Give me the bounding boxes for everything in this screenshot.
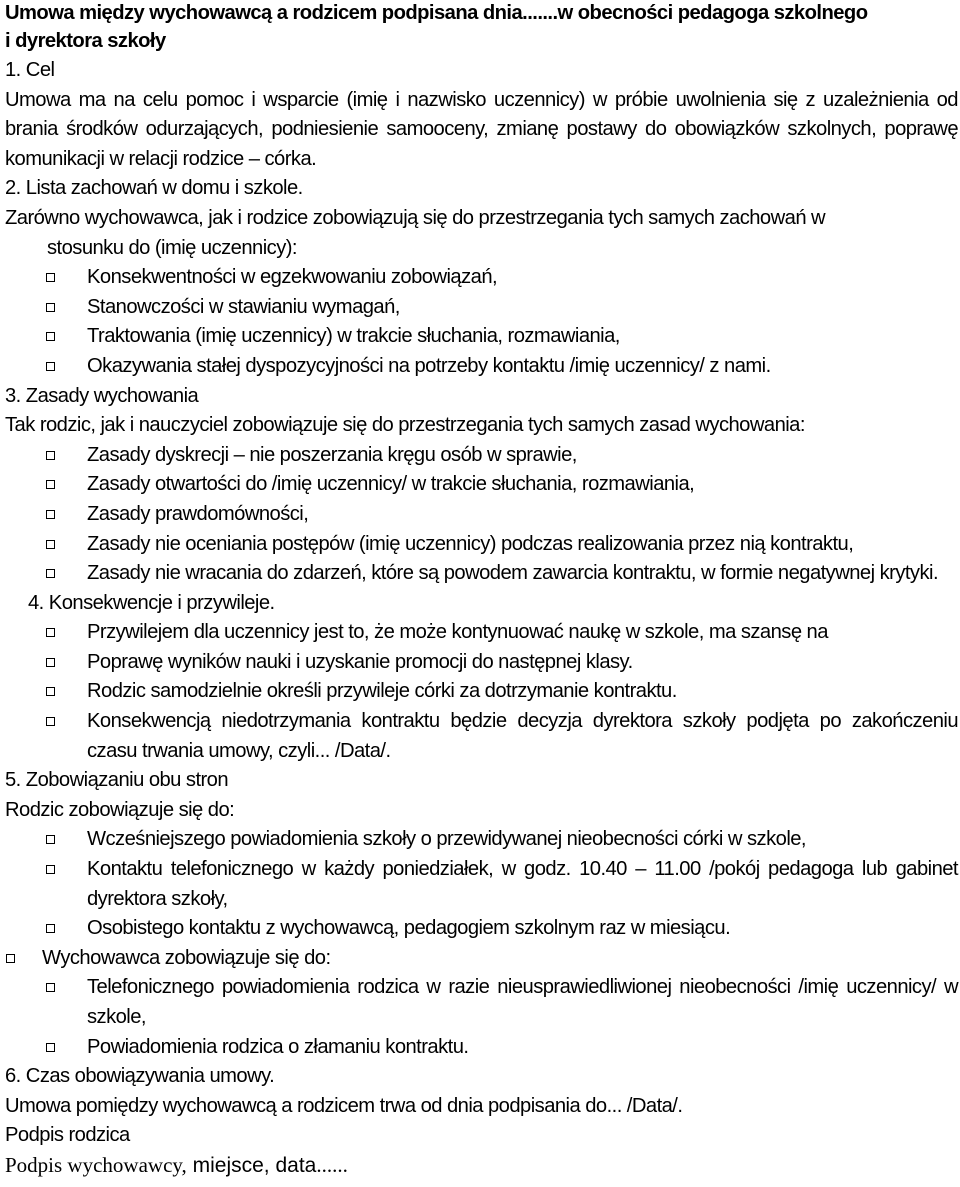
checkbox-bullet-icon: [46, 658, 55, 667]
list-item-text: Wcześniejszego powiadomienia szkoły o przewidywanej nieobecności córki w szkole,: [87, 828, 806, 851]
list-item: [5, 500, 958, 530]
section-5-teacher-intro-list: [5, 944, 958, 974]
list-item-text: Konsekwencją niedotrzymania kontraktu będzie decyzja dyrektora szkoły podjęta po zakończeniu czasu trwania umowy, czyli... /Data/.: [87, 710, 958, 762]
list-item-text: Rodzic samodzielnie określi przywileje córki za dotrzymanie kontraktu.: [87, 680, 677, 703]
list-item-text: Okazywania stałej dyspozycyjności na potrzeby kontaktu /imię uczennicy/ z nami.: [87, 354, 771, 377]
signature-parent: Podpis rodzica: [5, 1124, 130, 1147]
section-2-heading: 2. Lista zachowań w domu i szkole.: [5, 177, 303, 200]
checkbox-bullet-icon: [46, 540, 55, 549]
list-item-text: Zasady nie oceniania postępów (imię uczennicy) podczas realizowania przez nią kontraktu,: [87, 532, 854, 555]
checkbox-bullet-icon: [46, 480, 55, 489]
section-5-teacher-list: [5, 973, 958, 1062]
title-line-1: Umowa między wychowawcą a rodzicem podpisana dnia.......w obecności pedagoga szkolnego: [5, 2, 868, 24]
section-6-heading: 6. Czas obowiązywania umowy.: [5, 1065, 275, 1088]
section-5-teacher-intro: Wychowawca zobowiązuje się do:: [42, 946, 331, 969]
checkbox-bullet-icon: [46, 835, 55, 844]
section-3-intro: Tak rodzic, jak i nauczyciel zobowiązuje się do przestrzegania tych samych zasad wychowania:: [5, 414, 805, 437]
signature-teacher-line: [5, 1151, 958, 1181]
section-5-heading: 5. Zobowiązaniu obu stron: [5, 769, 229, 792]
section-3-list: [5, 441, 958, 589]
document-title: [5, 0, 958, 55]
section-5-parent-intro: Rodzic zobowiązuje się do:: [5, 798, 235, 821]
section-2-intro-first: Zarówno wychowawca, jak i rodzice zobowiązują się do przestrzegania tych samych zachowań w: [5, 206, 826, 229]
list-item: [5, 293, 958, 323]
list-item-text: Zasady dyskrecji – nie poszerzania kręgu osób w sprawie,: [87, 443, 577, 466]
list-item: [5, 1033, 958, 1063]
list-item: [5, 559, 958, 589]
section-5-parent-list: [5, 825, 958, 943]
list-item-text: Osobistego kontaktu z wychowawcą, pedagogiem szkolnym raz w miesiącu.: [87, 917, 731, 940]
section-4-heading: 4. Konsekwencje i przywileje.: [28, 591, 275, 614]
list-item-text: Zasady otwartości do /imię uczennicy/ w trakcie słuchania, rozmawiania,: [87, 473, 695, 496]
list-item-text: Przywilejem dla uczennicy jest to, że może kontynuować naukę w szkole, ma szansę na: [87, 621, 828, 644]
checkbox-bullet-icon: [46, 865, 55, 874]
list-item: [5, 914, 958, 944]
list-item: [5, 973, 958, 1032]
list-item: [5, 470, 958, 500]
checkbox-bullet-icon: [46, 303, 55, 312]
checkbox-bullet-icon: [46, 687, 55, 696]
checkbox-bullet-icon: [46, 983, 55, 992]
list-item: [5, 352, 958, 382]
list-item: [5, 322, 958, 352]
list-item: [5, 825, 958, 855]
list-item-text: Poprawę wyników nauki i uzyskanie promocji do następnej klasy.: [87, 650, 633, 673]
signature-teacher-place-date: miejsce, data: [186, 1153, 317, 1177]
list-item-text: Stanowczości w stawianiu wymagań,: [87, 295, 400, 318]
list-item: [5, 677, 958, 707]
signature-teacher-dots: ......: [316, 1152, 348, 1177]
list-item-text: Zasady prawdomówności,: [87, 502, 309, 525]
section-4-list: [5, 618, 958, 766]
checkbox-bullet-icon: [46, 717, 55, 726]
list-item-text: Powiadomienia rodzica o złamaniu kontraktu.: [87, 1035, 469, 1058]
checkbox-bullet-icon: [46, 273, 55, 282]
list-item: [5, 855, 958, 914]
checkbox-bullet-icon: [6, 954, 15, 963]
list-item: [5, 648, 958, 678]
section-6-text: Umowa pomiędzy wychowawcą a rodzicem trwa od dnia podpisania do... /Data/.: [5, 1094, 683, 1117]
list-item-text: Kontaktu telefonicznego w każdy poniedziałek, w godz. 10.40 – 11.00 /pokój pedagoga lub gabinet dyrektora szkoły,: [87, 858, 958, 910]
checkbox-bullet-icon: [46, 362, 55, 371]
title-line-2: i dyrektora szkoły: [5, 29, 166, 52]
checkbox-bullet-icon: [46, 569, 55, 578]
list-item: [5, 441, 958, 471]
section-3-heading: 3. Zasady wychowania: [5, 384, 199, 407]
section-2-list: [5, 263, 958, 381]
list-item: [5, 618, 958, 648]
signature-teacher-prefix: Podpis wychowawcy,: [5, 1152, 187, 1177]
list-item: [5, 263, 958, 293]
section-2-intro-second: stosunku do (imię uczennicy):: [47, 236, 297, 259]
section-1-text: Umowa ma na celu pomoc i wsparcie (imię i nazwisko uczennicy) w próbie uwolnienia się z uzależnienia od brania środków odurzających, podniesienie samooceny, zmianę postawy do obowiązków szkolnych, poprawę komunikacji w relacji rodzice – córka.: [5, 88, 958, 170]
checkbox-bullet-icon: [46, 510, 55, 519]
list-item-text: Traktowania (imię uczennicy) w trakcie słuchania, rozmawiania,: [87, 325, 620, 348]
list-item: [5, 944, 958, 974]
checkbox-bullet-icon: [46, 332, 55, 341]
checkbox-bullet-icon: [46, 1043, 55, 1052]
section-1-heading: 1. Cel: [5, 59, 55, 81]
list-item-text: Telefonicznego powiadomienia rodzica w razie nieusprawiedliwionej nieobecności /imię uczennicy/ w szkole,: [87, 976, 958, 1028]
checkbox-bullet-icon: [46, 924, 55, 933]
checkbox-bullet-icon: [46, 628, 55, 637]
list-item: [5, 707, 958, 766]
list-item-text: Konsekwentności w egzekwowaniu zobowiązań,: [87, 266, 498, 289]
checkbox-bullet-icon: [46, 451, 55, 460]
list-item: [5, 530, 958, 560]
list-item-text: Zasady nie wracania do zdarzeń, które są powodem zawarcia kontraktu, w formie negatywnej krytyki.: [87, 562, 939, 585]
